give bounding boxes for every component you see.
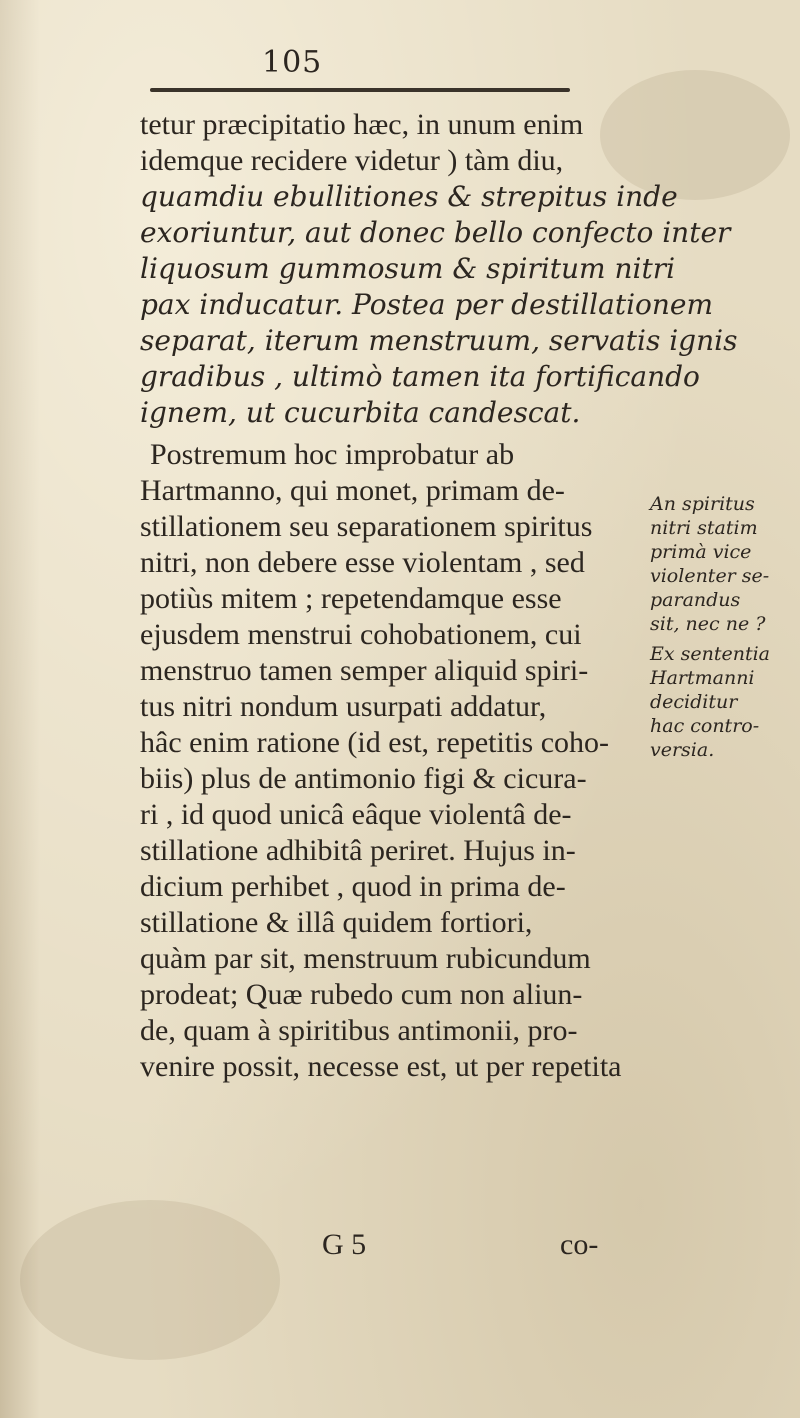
text-line: tus nitri nondum usurpati addatur, bbox=[140, 690, 547, 723]
margin-note-line: hac contro- bbox=[650, 715, 760, 737]
text-line: stillatione & illâ quidem fortiori, bbox=[140, 906, 533, 939]
margin-note-line: sit, nec ne ? bbox=[650, 613, 766, 635]
header-rule bbox=[150, 88, 570, 92]
text-line: idemque recidere videtur ) tàm diu, bbox=[140, 144, 564, 177]
text-line: hâc enim ratione (id est, repetitis coho- bbox=[140, 726, 609, 759]
margin-note-line: violenter se- bbox=[650, 565, 770, 587]
text-line: ignem, ut cucurbita candescat. bbox=[140, 396, 581, 429]
text-line: exoriuntur, aut donec bello confecto inter bbox=[140, 216, 731, 249]
text-line: liquosum gummosum & spiritum nitri bbox=[140, 252, 676, 285]
text-line: de, quam à spiritibus antimonii, pro- bbox=[140, 1014, 578, 1047]
margin-note-line: Hartmanni bbox=[650, 667, 755, 689]
text-line: Hartmanno, qui monet, primam de- bbox=[140, 474, 565, 507]
text-line: Postremum hoc improbatur ab bbox=[150, 438, 515, 471]
text-line: dicium perhibet , quod in prima de- bbox=[140, 870, 566, 903]
text-line: gradibus , ultimò tamen ita fortificando bbox=[140, 360, 700, 393]
text-line: ejusdem menstrui cohobationem, cui bbox=[140, 618, 582, 651]
catchword: co- bbox=[560, 1228, 599, 1261]
margin-note-line: versia. bbox=[650, 739, 715, 761]
text-line: biis) plus de antimonio figi & cicura- bbox=[140, 762, 587, 795]
margin-note-line: An spiritus bbox=[650, 493, 755, 515]
text-line: quamdiu ebullitiones & strepitus inde bbox=[140, 180, 678, 213]
text-line: ri , id quod unicâ eâque violentâ de- bbox=[140, 798, 572, 831]
text-line: stillatione adhibitâ periret. Hujus in- bbox=[140, 834, 576, 867]
margin-note-line: parandus bbox=[650, 589, 741, 611]
text-line: menstruo tamen semper aliquid spiri- bbox=[140, 654, 589, 687]
text-line: potiùs mitem ; repetendamque esse bbox=[140, 582, 562, 615]
text-line: stillationem seu separationem spiritus bbox=[140, 510, 593, 543]
page-number: 105 bbox=[262, 45, 323, 80]
margin-note-line: Ex sententia bbox=[650, 643, 771, 665]
text-line: pax inducatur. Postea per destillationem bbox=[140, 288, 714, 321]
margin-note-line: primà vice bbox=[650, 541, 752, 563]
text-line: quàm par sit, menstruum rubicundum bbox=[140, 942, 591, 975]
text-line: nitri, non debere esse violentam , sed bbox=[140, 546, 585, 579]
text-line: separat, iterum menstruum, servatis ignis bbox=[140, 324, 738, 357]
signature-mark: G 5 bbox=[322, 1228, 367, 1261]
text-line: prodeat; Quæ rubedo cum non aliun- bbox=[140, 978, 583, 1011]
paper-stain bbox=[20, 1200, 280, 1360]
margin-note-line: nitri statim bbox=[650, 517, 758, 539]
margin-note-line: deciditur bbox=[650, 691, 738, 713]
text-line: tetur præcipitatio hæc, in unum enim bbox=[140, 108, 584, 141]
text-line: venire possit, necesse est, ut per repetita bbox=[140, 1050, 622, 1083]
